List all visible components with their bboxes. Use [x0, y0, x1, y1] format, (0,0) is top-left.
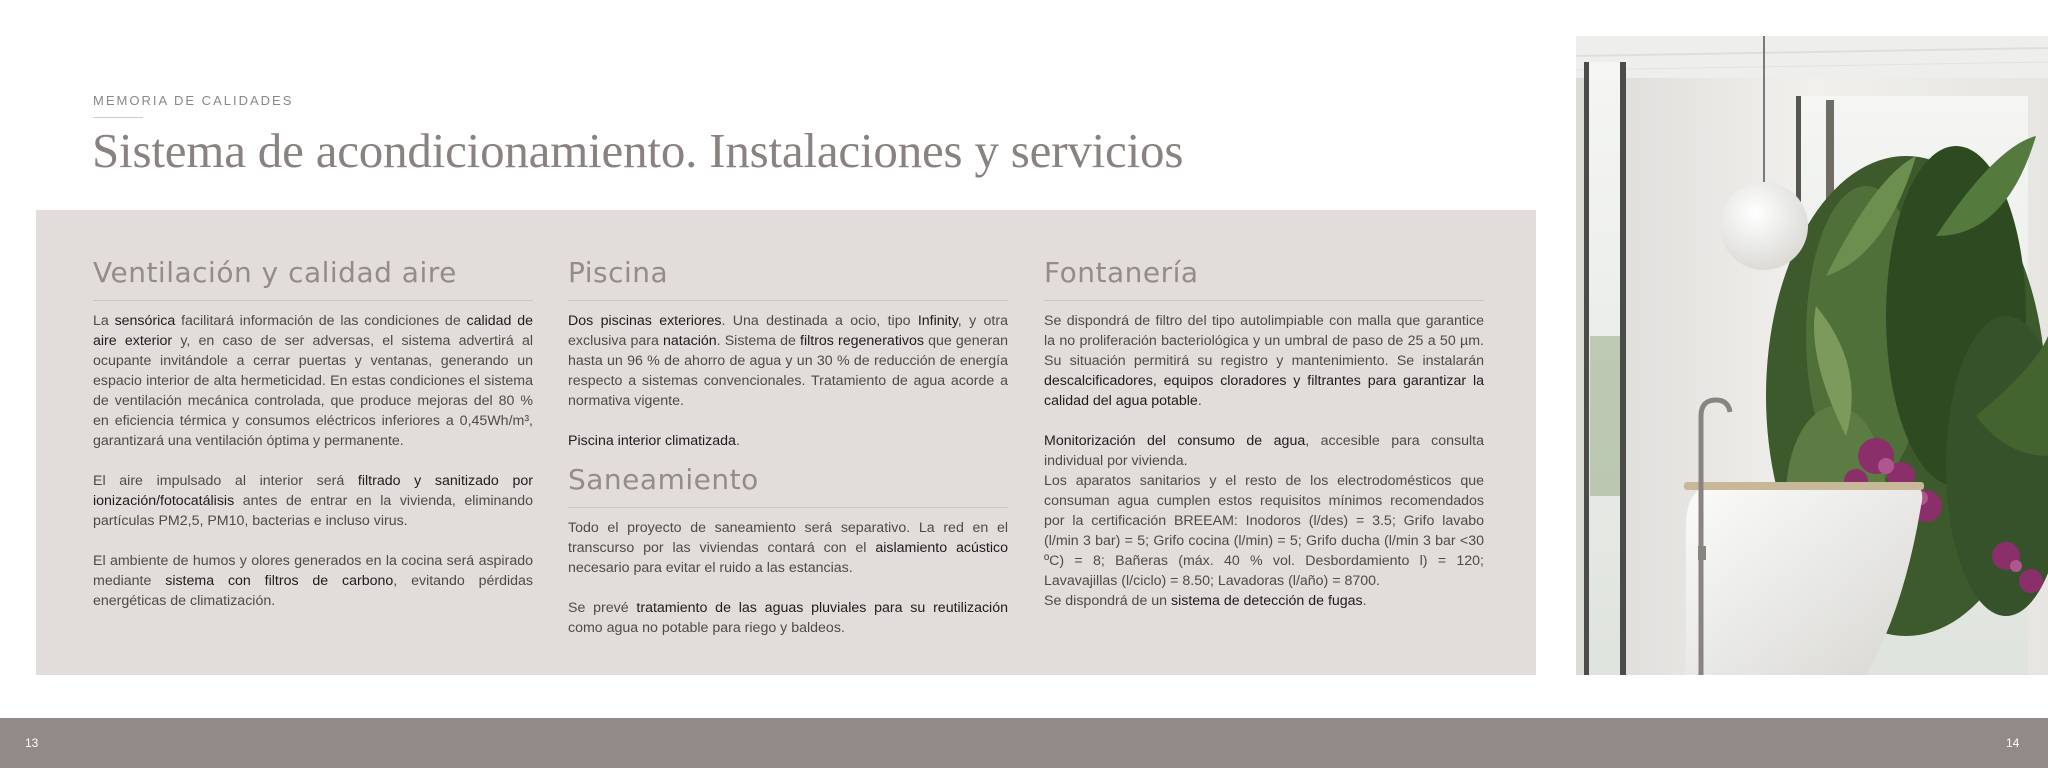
column-ventilacion — [93, 254, 533, 611]
text-run: , evitando pérdidas energéticas de climatización. — [93, 573, 533, 609]
paragraph — [568, 598, 1008, 638]
page-number-right: 14 — [2006, 736, 2020, 750]
footer-bar — [0, 718, 2048, 768]
text-run: Los aparatos sanitarios y el resto de los electrodomésticos que consuman agua cumplen estos requisitos mínimos recomendados por la certificación BREEAM: Inodoros (l/des) = 3.5; Grifo lavabo (l/min 3 bar) = 5; Grifo cocina (l/min) = 5; Grifo ducha (l/min 3 bar <30 ºC) = 8; Bañeras (máx. 40 % vol. Desbordamiento l) = 120; Lavavajillas (l/ciclo) = 8.50; Lavadoras (l/año) = 8700. — [1044, 473, 1484, 589]
bold-text: filtros regenerativos — [800, 333, 924, 349]
paragraph — [93, 471, 533, 531]
text-run: . — [1197, 393, 1202, 409]
paragraph — [93, 551, 533, 611]
heading-rule — [568, 507, 1008, 508]
text-run: que generan hasta un 96 % de ahorro de agua y un 30 % de reducción de energía respecto a sistemas convencionales. Tratamiento de agua acorde a normativa vigente. — [568, 333, 1008, 409]
bold-text: sistema con filtros de carbono — [165, 573, 394, 589]
text-run: Se dispondrá de filtro del tipo autolimpiable con malla que garantice la no proliferación bacteriológica y un umbral de paso de 25 a 50 µm. Su situación permitirá su registro y mantenimiento. Se instalarán — [1044, 313, 1484, 369]
text-run: como agua no potable para riego y baldeos. — [568, 620, 845, 636]
bathroom-photo — [1576, 36, 2048, 675]
bold-text: Dos piscinas exteriores — [568, 313, 722, 329]
bold-text: sensórica — [114, 313, 176, 329]
page-number-left: 13 — [25, 736, 39, 750]
paragraph — [93, 311, 533, 451]
column-heading: Piscina — [568, 256, 669, 289]
bold-text: filtrado y sanitizado por ionización/fotocatálisis — [93, 473, 533, 509]
column-body — [568, 311, 1008, 451]
heading-rule — [568, 300, 1008, 301]
text-run: . Sistema de — [716, 333, 800, 349]
bold-text: tratamiento de las aguas pluviales para su reutilización — [636, 600, 1008, 616]
text-run: , accesible para consulta individual por vivienda. — [1044, 433, 1484, 469]
bold-text: aislamiento acústico — [875, 540, 1009, 556]
subsection-heading: Saneamiento — [568, 463, 759, 496]
column-body — [93, 311, 533, 611]
text-run: Se prevé — [568, 600, 637, 616]
bold-text: descalcificadores, equipos cloradores y filtrantes para garantizar la calidad del agua potable — [1044, 373, 1484, 409]
paragraph — [568, 311, 1008, 411]
column-heading: Fontanería — [1044, 256, 1199, 289]
bold-text: Piscina interior climatizada — [568, 433, 736, 449]
text-run: antes de entrar en la vivienda, eliminando partículas PM2,5, PM10, bacterias e incluso virus. — [93, 493, 533, 529]
page-title: Sistema de acondicionamiento. Instalaciones y servicios — [92, 123, 1184, 178]
paragraph — [1044, 311, 1484, 411]
column-heading: Ventilación y calidad aire — [93, 256, 457, 289]
content-panel — [36, 210, 1536, 675]
column-body — [1044, 311, 1484, 611]
text-run: El aire impulsado al interior será — [93, 473, 358, 489]
heading-rule — [1044, 300, 1484, 301]
bold-text: Infinity — [917, 313, 958, 329]
heading-rule — [93, 300, 533, 301]
column-fontaneria — [1044, 254, 1484, 611]
subsection-body — [568, 518, 1008, 638]
bold-text: natación — [663, 333, 717, 349]
kicker-rule — [93, 117, 143, 118]
text-run: El ambiente de humos y olores generados en la cocina será aspirado mediante — [93, 553, 533, 589]
bold-text: Monitorización del consumo de agua — [1044, 433, 1306, 449]
text-run: La — [93, 313, 115, 329]
text-run: necesario para evitar el ruido a las estancias. — [568, 560, 853, 576]
paragraph — [568, 431, 1008, 451]
text-run: Todo el proyecto de saneamiento será separativo. La red en el transcurso por las viviendas contará con el — [568, 520, 1008, 556]
text-run: . Una destinada a ocio, tipo — [721, 313, 918, 329]
text-run: , y otra exclusiva para — [568, 313, 1008, 349]
bold-text: calidad de aire exterior — [93, 313, 533, 349]
paragraph — [1044, 431, 1484, 611]
text-run: . — [1362, 593, 1367, 609]
kicker: MEMORIA DE CALIDADES — [93, 93, 294, 108]
column-piscina — [568, 254, 1008, 638]
text-run: y, en caso de ser adversas, el sistema advertirá al ocupante invitándole a cerrar puertas y ventanas, generando un espacio interior de alta hermeticidad. En estas condiciones el sistema de ventilación mecánica controlada, que produce mejoras del 80 % en eficiencia térmica y consumos eléctricos inferiores a 0,45Wh/m³, garantizará una ventilación óptima y permanente. — [93, 333, 533, 449]
paragraph — [568, 518, 1008, 578]
text-run: facilitará información de las condiciones de — [175, 313, 467, 329]
text-run: Se dispondrá de un — [1044, 593, 1171, 609]
bold-text: sistema de detección de fugas — [1171, 593, 1363, 609]
text-run: . — [735, 433, 740, 449]
